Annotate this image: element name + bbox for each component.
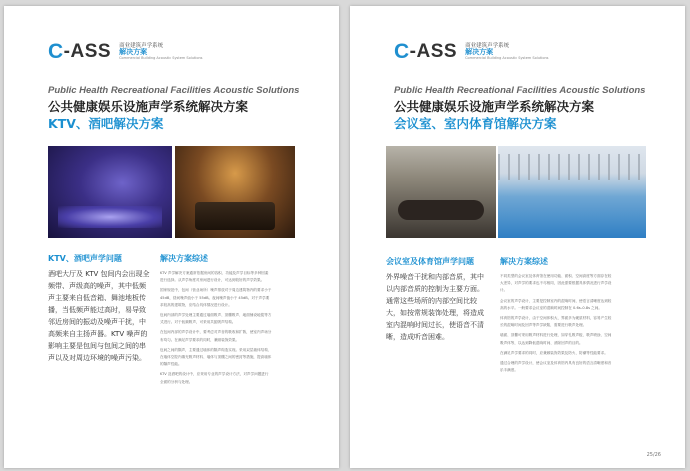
- solution-paragraph: 包间内部的声学处理主要通过墙面吸声、顶棚吸声、地面铺设地毯等方式进行。对于低频吸声，可采用共振吸声结构。: [160, 313, 272, 325]
- logo-letter: C: [48, 40, 64, 63]
- problem-heading: 会议室及体育馆声学问题: [386, 257, 474, 266]
- indoor-pool-photo: [498, 146, 646, 238]
- chinese-title: 公共健康娱乐设施声学系统解决方案: [394, 99, 595, 114]
- solution-paragraph: 会议室的声学设计，主要是控制室内的混响时间，使语言清晰度达到较高的水平。一般要求会议室的混响时间控制在 0.6s–0.8s 之间。: [500, 298, 612, 310]
- logo-name: -ASS: [63, 41, 112, 62]
- solution-heading: 解决方案综述: [500, 257, 548, 266]
- solution-paragraph: KTV 声学解决方案通常依据房间的容积、功能及声学目标等多种因素进行选择。从声学角度对房间进行设计，可达到较好的声学效果。: [160, 271, 269, 283]
- ktv-room-photo: [48, 146, 172, 238]
- logo-text: [119, 43, 202, 61]
- page-number: 25/26: [646, 452, 661, 458]
- logo: [48, 40, 203, 64]
- logo-line3: Commercial Building Acoustic System Solutions: [465, 55, 549, 60]
- logo-letter: C: [394, 40, 410, 63]
- logo-mark: [48, 40, 111, 64]
- meeting-room-photo: [386, 146, 496, 238]
- problem-heading: KTV、酒吧声学问题: [48, 254, 122, 263]
- problem-text: 酒吧大厅及 KTV 包间内会出现全频带、声级高的噪声，其中低频声主要来自低音箱、舞池地板传播，当低频声能过高时，易导致邻近房间的振动及噪声干扰，中高频来自主扬声器。KTV 噪声的影响主要是包间与包间之间的串声以及对周边环境的噪声污染。: [48, 270, 150, 362]
- solution-paragraph: 包间之间的隔声，主要通过墙体的隔声构造实现。采用双层墙体结构、在墙体空腔内填充吸声材料、墙体与顶棚之间的密封等措施，提高墙体的隔声性能。: [160, 347, 272, 367]
- solution-text: [160, 270, 272, 389]
- bar-photo: [175, 146, 295, 238]
- logo: [394, 40, 549, 64]
- solution-paragraph: 不同类型的会议室及体育馆在使用功能、面积、空间高度等方面存在较大差异，对声学的要求也不尽相同，因此需要根据具体情况进行声学设计。: [500, 274, 612, 293]
- problem-text: 外界噪音干扰和内部音质，其中以内部音质的控制为主要方面。通常这些场所的内部空间比较大，如按常规装饰处理，将造成室内混响时间过长，使语音不清晰，造成听音困难。: [386, 273, 484, 341]
- solution-paragraph: 墙面、顶棚可采用吸声材料进行处理，如穿孔吸声板、吸声喷涂、空间吸声体等，以达到降低混响时间、消除回声的目的。: [500, 333, 612, 345]
- logo-text: [465, 43, 548, 61]
- logo-line2: 解决方案: [465, 48, 494, 57]
- solution-paragraph: 体育馆的声学设计，由于空间体积大、界面多为硬质材料，容易产生较长的混响时间及回声等声学缺陷，需要进行吸声处理。: [500, 316, 612, 328]
- solution-paragraph: 在满足声学要求的同时，应兼顾装饰效果及防火、防潮等性能要求。: [500, 350, 608, 355]
- logo-mark: [394, 40, 457, 64]
- logo-line1: 商业建筑声学系统: [119, 43, 164, 50]
- chinese-title: 公共健康娱乐设施声学系统解决方案: [48, 99, 249, 114]
- solution-paragraph: 通过合理的声学设计，使会议室及体育馆内具有良好的语言清晰度和音乐丰满度。: [500, 361, 612, 373]
- logo-line3: Commercial Building Acoustic System Solutions: [119, 55, 203, 60]
- section-title: KTV、酒吧解决方案: [48, 116, 164, 131]
- english-title: Public Health Recreational Facilities Acoustic Solutions: [48, 85, 300, 96]
- solution-paragraph: 国家规范中，包间（营业场所）噪声排放对于周边建筑物内的要求小于 45dB，昼间噪声值小于 55dB。夜间噪声值小于 45dB。对于声学要求较高的建筑物，应结合具体情况进行设计。: [160, 288, 272, 307]
- logo-line2: 解决方案: [119, 48, 148, 57]
- solution-heading: 解决方案综述: [160, 254, 208, 263]
- solution-paragraph: KTV 及酒吧的设计中，应采用专业的声学设计方法，对声学问题进行全面的分析与处理。: [160, 372, 269, 384]
- logo-line1: 商业建筑声学系统: [465, 43, 510, 50]
- english-title: Public Health Recreational Facilities Acoustic Solutions: [394, 85, 646, 96]
- logo-name: -ASS: [409, 41, 458, 62]
- left-page: [4, 6, 339, 468]
- solution-text: [500, 273, 612, 377]
- right-page: [350, 6, 685, 468]
- section-title: 会议室、室内体育馆解决方案: [394, 116, 557, 131]
- solution-paragraph: 在包间内部的声学设计中，要考虑对声音的吸收和扩散，使室内声场分布均匀。在满足声学要求的同时，兼顾装饰效果。: [160, 330, 272, 342]
